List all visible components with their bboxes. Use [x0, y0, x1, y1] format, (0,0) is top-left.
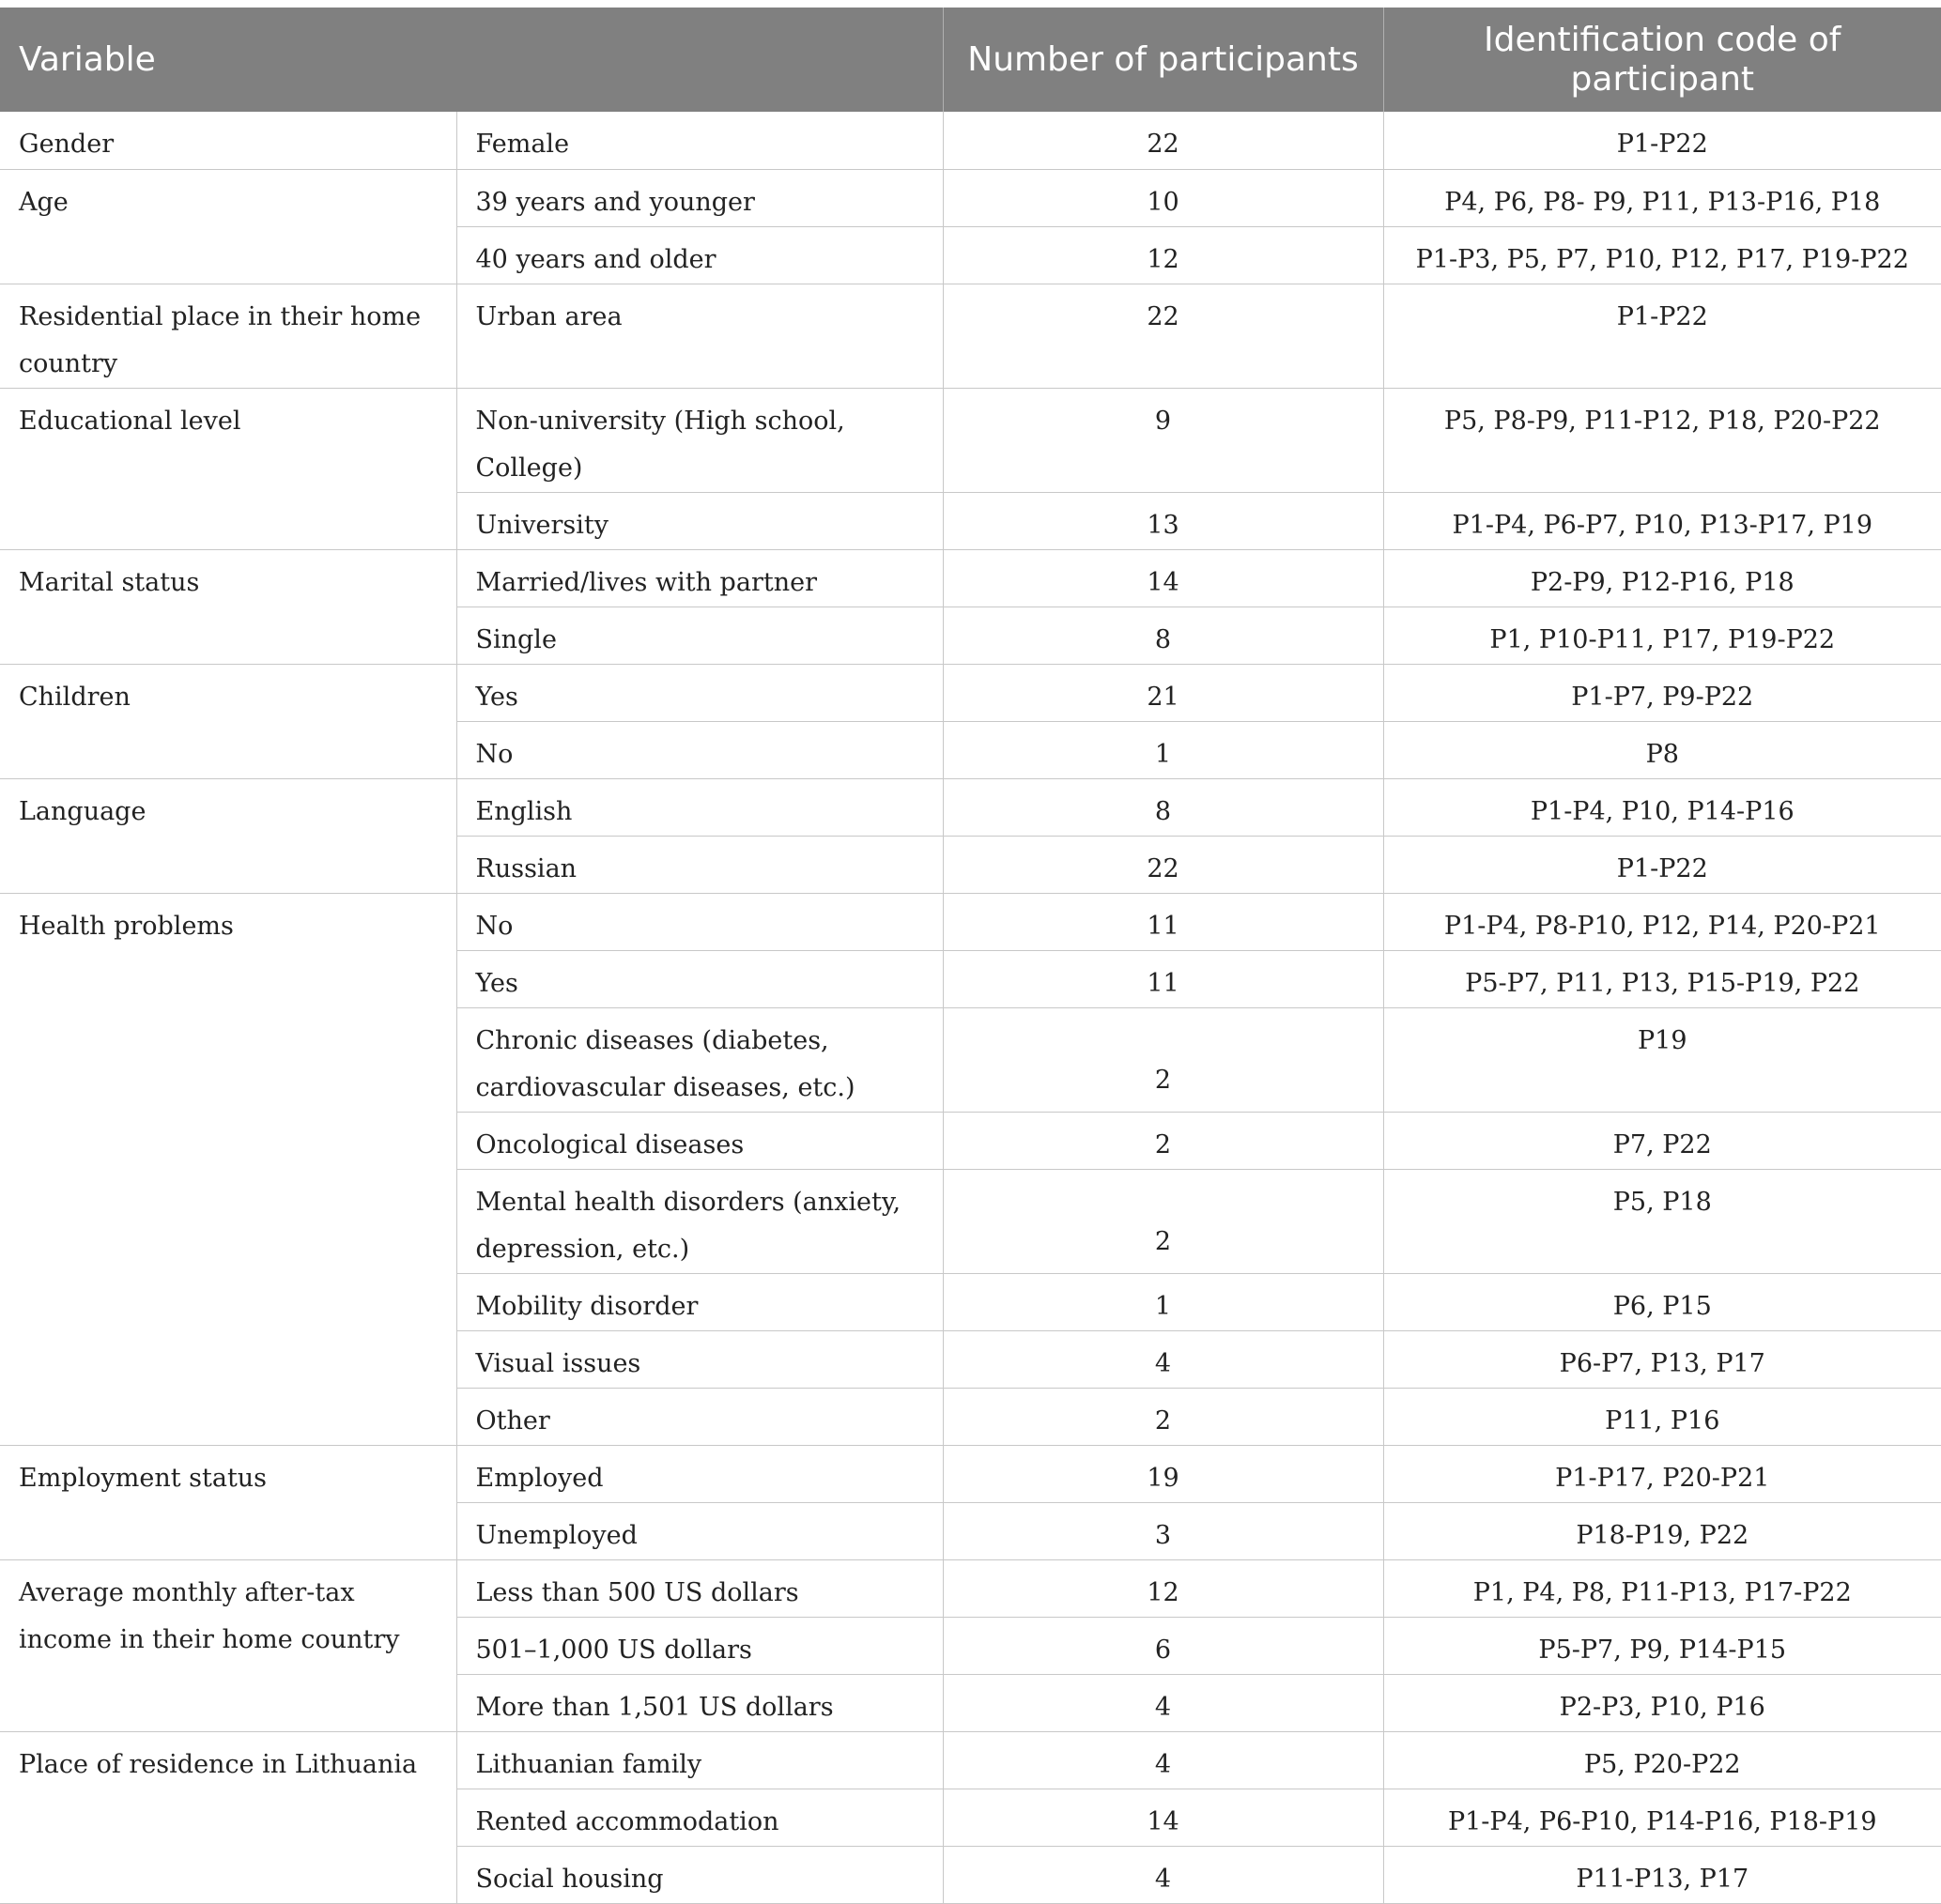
participants-table	[0, 8, 1941, 1904]
variable-cell: Employment status	[0, 1445, 456, 1559]
table-row	[0, 1445, 1941, 1502]
code-cell: P1, P4, P8, P11-P13, P17-P22	[1383, 1559, 1941, 1617]
number-cell: 19	[943, 1445, 1383, 1502]
table-row	[0, 778, 1941, 836]
category-cell: Yes	[456, 664, 943, 721]
code-cell: P8	[1383, 721, 1941, 778]
code-cell: P2-P9, P12-P16, P18	[1383, 549, 1941, 607]
code-cell: P18-P19, P22	[1383, 1502, 1941, 1559]
category-cell: No	[456, 721, 943, 778]
number-cell: 22	[943, 112, 1383, 169]
code-cell: P5-P7, P9, P14-P15	[1383, 1617, 1941, 1674]
category-cell: Other	[456, 1388, 943, 1445]
category-cell: Rented accommodation	[456, 1789, 943, 1846]
number-cell: 2	[943, 1007, 1383, 1112]
category-cell: Yes	[456, 950, 943, 1007]
variable-cell: Health problems	[0, 893, 456, 1445]
number-cell: 11	[943, 950, 1383, 1007]
number-cell: 12	[943, 1559, 1383, 1617]
code-cell: P1, P10-P11, P17, P19-P22	[1383, 607, 1941, 664]
variable-cell: Residential place in their home country	[0, 284, 456, 388]
number-cell: 22	[943, 284, 1383, 388]
table-row	[0, 112, 1941, 169]
number-cell: 22	[943, 836, 1383, 893]
category-cell: Social housing	[456, 1846, 943, 1903]
code-cell: P6, P15	[1383, 1273, 1941, 1330]
category-cell: Russian	[456, 836, 943, 893]
table-row	[0, 549, 1941, 607]
code-cell: P1-P4, P6-P7, P10, P13-P17, P19	[1383, 492, 1941, 549]
code-cell: P2-P3, P10, P16	[1383, 1674, 1941, 1731]
code-cell: P1-P22	[1383, 112, 1941, 169]
table-row	[0, 1731, 1941, 1789]
table-body	[0, 112, 1941, 1903]
number-cell: 9	[943, 388, 1383, 492]
category-cell: 501–1,000 US dollars	[456, 1617, 943, 1674]
number-cell: 2	[943, 1169, 1383, 1273]
category-cell: Married/lives with partner	[456, 549, 943, 607]
code-cell: P1-P7, P9-P22	[1383, 664, 1941, 721]
number-cell: 11	[943, 893, 1383, 950]
code-cell: P1-P4, P10, P14-P16	[1383, 778, 1941, 836]
variable-cell: Age	[0, 169, 456, 284]
header-identification-code: Identification code of participant	[1383, 8, 1941, 112]
code-cell: P6-P7, P13, P17	[1383, 1330, 1941, 1388]
table-row	[0, 1559, 1941, 1617]
category-cell: Employed	[456, 1445, 943, 1502]
number-cell: 13	[943, 492, 1383, 549]
category-cell: Non-university (High school, College)	[456, 388, 943, 492]
number-cell: 1	[943, 721, 1383, 778]
code-cell: P1-P22	[1383, 284, 1941, 388]
number-cell: 10	[943, 169, 1383, 226]
code-cell: P19	[1383, 1007, 1941, 1112]
header-row	[0, 8, 1941, 112]
category-cell: English	[456, 778, 943, 836]
number-cell: 4	[943, 1330, 1383, 1388]
table-header	[0, 8, 1941, 112]
number-cell: 8	[943, 607, 1383, 664]
category-cell: Urban area	[456, 284, 943, 388]
category-cell: Single	[456, 607, 943, 664]
code-cell: P5-P7, P11, P13, P15-P19, P22	[1383, 950, 1941, 1007]
category-cell: Mobility disorder	[456, 1273, 943, 1330]
category-cell: Chronic diseases (diabetes, cardiovascular diseases, etc.)	[456, 1007, 943, 1112]
table-row	[0, 388, 1941, 492]
number-cell: 14	[943, 549, 1383, 607]
number-cell: 14	[943, 1789, 1383, 1846]
category-cell: Mental health disorders (anxiety, depression, etc.)	[456, 1169, 943, 1273]
variable-cell: Educational level	[0, 388, 456, 549]
code-cell: P5, P18	[1383, 1169, 1941, 1273]
category-cell: 40 years and older	[456, 226, 943, 284]
code-cell: P7, P22	[1383, 1112, 1941, 1169]
code-cell: P1-P22	[1383, 836, 1941, 893]
table-row	[0, 893, 1941, 950]
code-cell: P1-P17, P20-P21	[1383, 1445, 1941, 1502]
code-cell: P11, P16	[1383, 1388, 1941, 1445]
category-cell: No	[456, 893, 943, 950]
category-cell: Lithuanian family	[456, 1731, 943, 1789]
number-cell: 2	[943, 1388, 1383, 1445]
table-row	[0, 284, 1941, 388]
number-cell: 8	[943, 778, 1383, 836]
variable-cell: Children	[0, 664, 456, 778]
code-cell: P4, P6, P8- P9, P11, P13-P16, P18	[1383, 169, 1941, 226]
number-cell: 4	[943, 1731, 1383, 1789]
table-row	[0, 664, 1941, 721]
number-cell: 4	[943, 1674, 1383, 1731]
number-cell: 21	[943, 664, 1383, 721]
number-cell: 4	[943, 1846, 1383, 1903]
number-cell: 2	[943, 1112, 1383, 1169]
category-cell: Female	[456, 112, 943, 169]
number-cell: 3	[943, 1502, 1383, 1559]
variable-cell: Place of residence in Lithuania	[0, 1731, 456, 1903]
code-cell: P1-P3, P5, P7, P10, P12, P17, P19-P22	[1383, 226, 1941, 284]
category-cell: Oncological diseases	[456, 1112, 943, 1169]
header-number-of-participants: Number of participants	[943, 8, 1383, 112]
header-variable: Variable	[0, 8, 943, 112]
variable-cell: Gender	[0, 112, 456, 169]
category-cell: University	[456, 492, 943, 549]
number-cell: 6	[943, 1617, 1383, 1674]
number-cell: 1	[943, 1273, 1383, 1330]
code-cell: P5, P8-P9, P11-P12, P18, P20-P22	[1383, 388, 1941, 492]
code-cell: P1-P4, P6-P10, P14-P16, P18-P19	[1383, 1789, 1941, 1846]
variable-cell: Language	[0, 778, 456, 893]
number-cell: 12	[943, 226, 1383, 284]
category-cell: More than 1,501 US dollars	[456, 1674, 943, 1731]
code-cell: P5, P20-P22	[1383, 1731, 1941, 1789]
category-cell: Visual issues	[456, 1330, 943, 1388]
code-cell: P1-P4, P8-P10, P12, P14, P20-P21	[1383, 893, 1941, 950]
table-row	[0, 169, 1941, 226]
category-cell: 39 years and younger	[456, 169, 943, 226]
code-cell: P11-P13, P17	[1383, 1846, 1941, 1903]
category-cell: Unemployed	[456, 1502, 943, 1559]
category-cell: Less than 500 US dollars	[456, 1559, 943, 1617]
variable-cell: Average monthly after-tax income in their home country	[0, 1559, 456, 1731]
variable-cell: Marital status	[0, 549, 456, 664]
